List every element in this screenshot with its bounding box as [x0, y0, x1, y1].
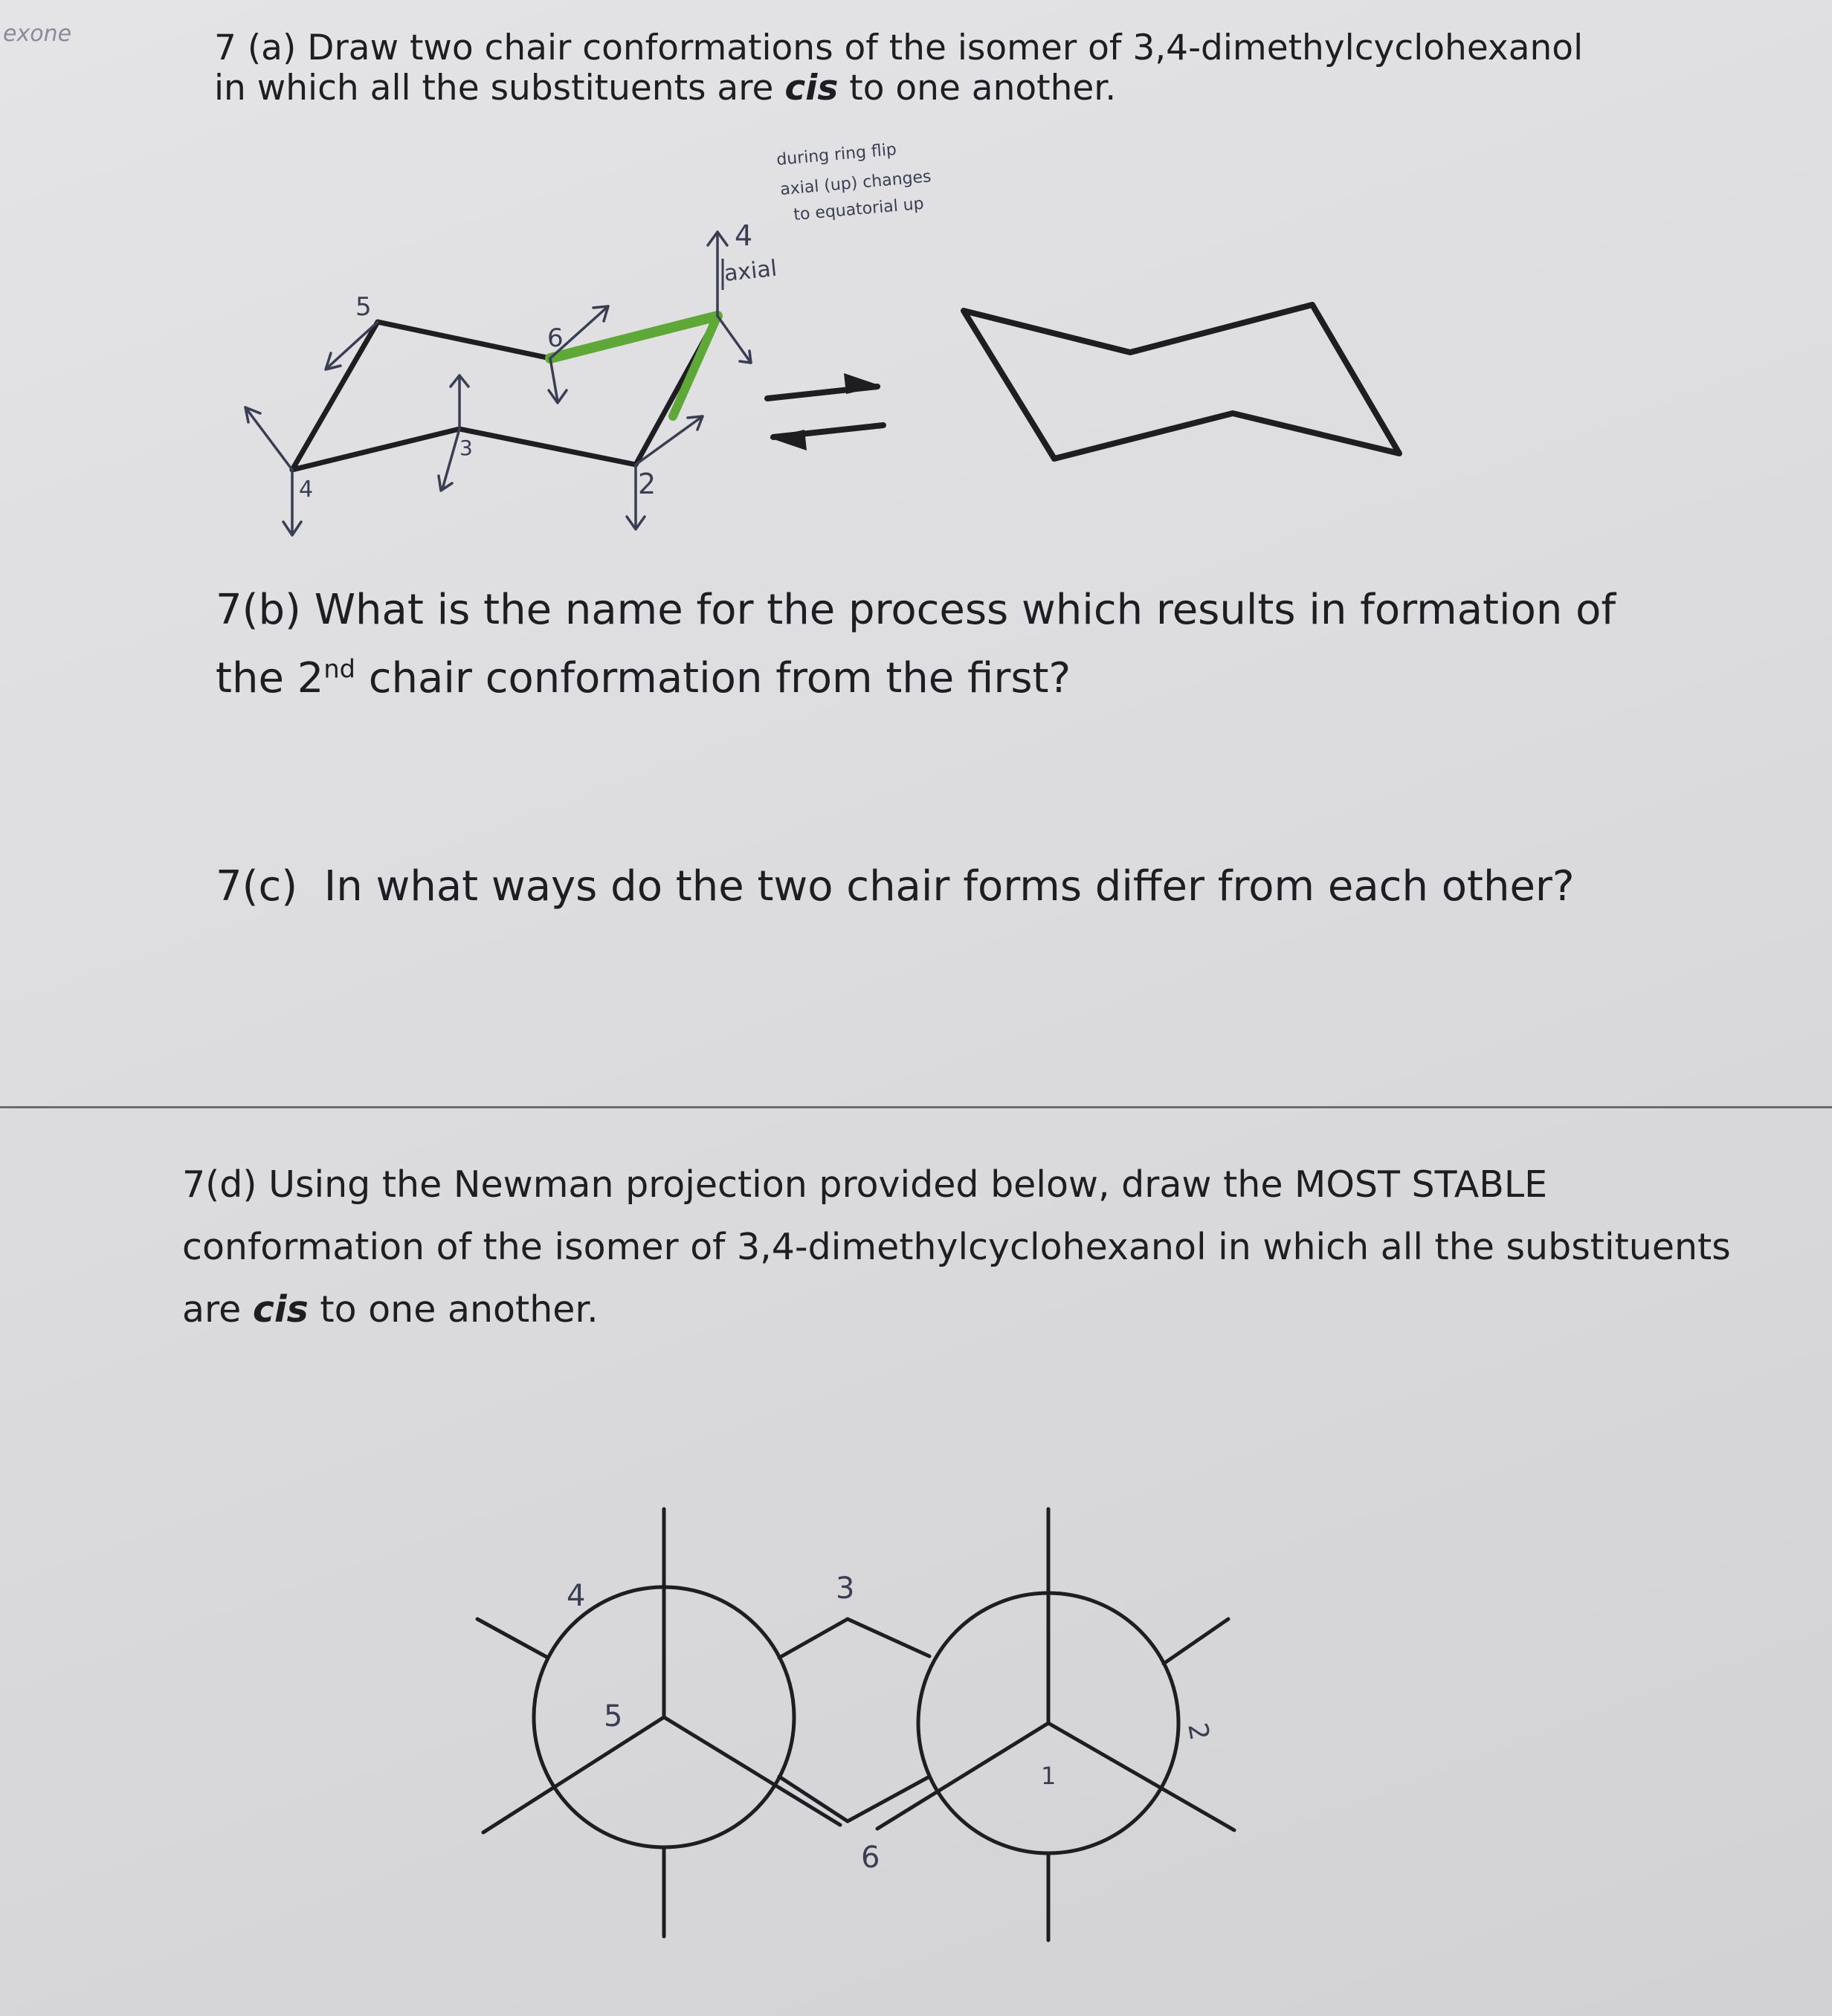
newman-label-1: 1 [1041, 1762, 1057, 1790]
q7d-text-pre: Using the Newman projection provided below, draw the MOST STABLE conformation of the isomer of 3,4-dimethylcyclohexanol in which all the substituents are [182, 1163, 1731, 1331]
q7d-label: 7(d) [182, 1163, 257, 1206]
chair-conformation-1 [292, 316, 717, 470]
chair-conformation-2 [964, 305, 1399, 459]
ring-flip-note-1: during ring flip [775, 140, 897, 169]
question-7c [216, 861, 1688, 913]
newman-label-6: 6 [861, 1841, 880, 1875]
pencil-arrows [245, 232, 751, 535]
equilibrium-arrows [767, 373, 883, 450]
carbon-label-5: 5 [355, 292, 372, 322]
q7b-text-post: chair conformation from the first? [355, 654, 1071, 702]
highlighted-bond-2 [673, 316, 717, 416]
carbon-label-4: 4 [299, 476, 314, 503]
q7b-sup: nd [323, 654, 355, 684]
q7b-label: 7(b) [216, 586, 301, 634]
q7d-text-post: to one another. [308, 1288, 599, 1331]
newman-projection [477, 1509, 1234, 1940]
carbon-label-6: 6 [547, 323, 564, 353]
newman-label-2: 2 [1181, 1720, 1215, 1743]
q7c-text: In what ways do the two chair forms differ from each other? [323, 862, 1575, 911]
axial-label: axial [723, 255, 778, 287]
carbon-label-2: 2 [638, 468, 657, 500]
equilibrium-symbol [810, 446, 811, 447]
q7d-cis: cis [252, 1288, 309, 1331]
newman-label-3: 3 [836, 1571, 855, 1606]
q7a-line2-pre: in which all the substituents are [214, 68, 785, 109]
newman-label-5: 5 [604, 1699, 623, 1734]
newman-label-4: 4 [567, 1579, 586, 1613]
corner-scribble: exone [3, 21, 72, 47]
q7a-line1: Draw two chair conformations of the isomer of 3,4-dimethylcyclohexanol [307, 28, 1584, 68]
carbon-label-3: 3 [459, 436, 473, 460]
question-7d [182, 1154, 1758, 1341]
q7a-cis: cis [784, 68, 839, 109]
q7a-label: 7 (a) [214, 28, 297, 68]
q7a-line2-post: to one another. [838, 68, 1117, 109]
q7b-text-pre: What is the name for the process which results in formation of the 2 [216, 586, 1616, 702]
ring-flip-note-2: axial (up) changes [779, 167, 932, 199]
section-divider [0, 1106, 1832, 1108]
q7c-label: 7(c) [216, 862, 298, 911]
ring-flip-note-3: to equatorial up [793, 194, 925, 224]
question-7b [216, 576, 1688, 713]
carbon-label-4-top: 4 [735, 219, 753, 252]
